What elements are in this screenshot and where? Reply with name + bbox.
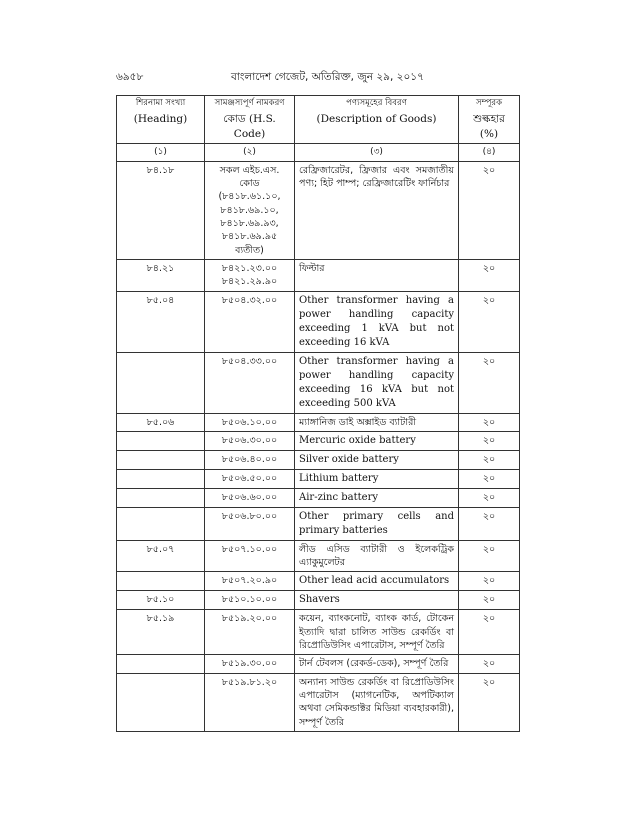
heading-number xyxy=(117,488,205,507)
table-row xyxy=(117,572,520,591)
column-header-description: পণ্যসমূহের বিবরণ (Description of Goods) xyxy=(295,96,459,144)
table-row xyxy=(117,488,520,507)
hs-code: ৮৫০৪.৩৩.০০ xyxy=(205,352,295,413)
column-number-row xyxy=(117,144,520,162)
duty-rate: ২০ xyxy=(459,413,520,431)
hs-code: ৮৫১৯.৮১.২০ xyxy=(205,673,295,731)
duty-rate: ২০ xyxy=(459,673,520,731)
hs-code: ৮৫০৪.৩২.০০ xyxy=(205,291,295,352)
heading-number: ৮৪.২১ xyxy=(117,259,205,291)
duty-rate: ২০ xyxy=(459,352,520,413)
duty-rate: ২০ xyxy=(459,161,520,259)
goods-description: Air-zinc battery xyxy=(295,488,459,507)
hs-code: ৮৫১০.১০.০০ xyxy=(205,591,295,610)
hs-code: ৮৪২১.২৩.০০ ৮৪২১.২৯.৯০ xyxy=(205,259,295,291)
heading-number xyxy=(117,673,205,731)
duty-rate: ২০ xyxy=(459,469,520,488)
duty-rate: ২০ xyxy=(459,259,520,291)
goods-description: Shavers xyxy=(295,591,459,610)
goods-description: রেফ্রিজারেটর, ফ্রিজার এবং সমজাতীয় পণ্য; হিট পাম্প; রেফ্রিজারেটিং ফার্নিচার xyxy=(295,161,459,259)
duty-rate: ২০ xyxy=(459,488,520,507)
hs-code: ৮৫০৭.২০.৯০ xyxy=(205,572,295,591)
heading-number xyxy=(117,655,205,673)
duty-rate: ২০ xyxy=(459,540,520,572)
duty-rate: ২০ xyxy=(459,610,520,655)
hs-code: ৮৫০৬.১০.০০ xyxy=(205,413,295,431)
goods-description: অন্যান্য সাউন্ড রেকর্ডিং বা রিপ্রোডিউসিং এপারেটাস (ম্যাগনেটিক, অপটিক্যাল অথবা সেমিকন্ডাক্টর মিডিয়া ব্যবহারকারী), সম্পূর্ণ তৈরি xyxy=(295,673,459,731)
table-header-row xyxy=(117,96,520,144)
goods-description: Other primary cells and primary batteries xyxy=(295,507,459,540)
hs-code: ৮৫১৯.৩০.০০ xyxy=(205,655,295,673)
hs-code: ৮৫০৬.৮০.০০ xyxy=(205,507,295,540)
goods-description: লীড এসিড ব্যাটারী ও ইলেকট্রিক এ্যাকুমুলেটর xyxy=(295,540,459,572)
table-row xyxy=(117,655,520,673)
column-header-rate: সম্পূরক শুল্কহার (%) xyxy=(459,96,520,144)
heading-number: ৮৫.১০ xyxy=(117,591,205,610)
heading-number: ৮৫.০৬ xyxy=(117,413,205,431)
heading-number: ৮৫.১৯ xyxy=(117,610,205,655)
goods-description: ফিল্টার xyxy=(295,259,459,291)
table-row xyxy=(117,413,520,431)
hs-code: ৮৫০৬.৪০.০০ xyxy=(205,450,295,469)
goods-description: Other transformer having a power handling capacity exceeding 16 kVA but not exceeding 500 kVA xyxy=(295,352,459,413)
goods-description: Lithium battery xyxy=(295,469,459,488)
goods-description: Other lead acid accumulators xyxy=(295,572,459,591)
goods-description: কয়েন, ব্যাংকনোট, ব্যাংক কার্ড, টোকেন ইত্যাদি দ্বারা চালিত সাউন্ড রেকর্ডিং বা রিপ্রোডিউসিং এপারেটাস, সম্পূর্ণ তৈরি xyxy=(295,610,459,655)
table-row xyxy=(117,259,520,291)
duty-rate: ২০ xyxy=(459,431,520,450)
duty-rate: ২০ xyxy=(459,591,520,610)
table-row xyxy=(117,431,520,450)
duty-rate: ২০ xyxy=(459,291,520,352)
table-row xyxy=(117,673,520,731)
page-header xyxy=(116,66,516,86)
goods-description: Silver oxide battery xyxy=(295,450,459,469)
heading-number xyxy=(117,450,205,469)
hs-code: ৮৫০৬.৫০.০০ xyxy=(205,469,295,488)
column-number: (২) xyxy=(205,144,295,162)
heading-number xyxy=(117,352,205,413)
table-row xyxy=(117,540,520,572)
column-number: (৩) xyxy=(295,144,459,162)
table-row xyxy=(117,610,520,655)
heading-number xyxy=(117,431,205,450)
hs-code: সকল এইচ.এস. কোড (৮৪১৮.৬১.১০, ৮৪১৮.৬৯.১০, ৮৪১৮.৬৯.৯৩, ৮৪১৮.৬৯.৯৫ ব্যতীত) xyxy=(205,161,295,259)
heading-number xyxy=(117,572,205,591)
goods-description: Other transformer having a power handling capacity exceeding 1 kVA but not exceeding 16 kVA xyxy=(295,291,459,352)
column-number: (১) xyxy=(117,144,205,162)
duty-rate: ২০ xyxy=(459,450,520,469)
heading-number xyxy=(117,507,205,540)
gazette-title: বাংলাদেশ গেজেট, অতিরিক্ত, জুন ২৯, ২০১৭ xyxy=(231,71,424,83)
goods-description: Mercuric oxide battery xyxy=(295,431,459,450)
column-header-heading: শিরনামা সংখ্যা (Heading) xyxy=(117,96,205,144)
table-row xyxy=(117,507,520,540)
heading-number: ৮৪.১৮ xyxy=(117,161,205,259)
goods-description: ম্যাঙ্গানিজ ডাই অক্সাইড ব্যাটারী xyxy=(295,413,459,431)
hs-code: ৮৫০৭.১০.০০ xyxy=(205,540,295,572)
table-row xyxy=(117,291,520,352)
hs-code: ৮৫১৯.২০.০০ xyxy=(205,610,295,655)
table-body xyxy=(117,161,520,731)
hs-code: ৮৫০৬.৬০.০০ xyxy=(205,488,295,507)
heading-number: ৮৫.০৪ xyxy=(117,291,205,352)
table-row xyxy=(117,161,520,259)
heading-number xyxy=(117,469,205,488)
hs-code: ৮৫০৬.৩০.০০ xyxy=(205,431,295,450)
duty-rate: ২০ xyxy=(459,507,520,540)
table-row xyxy=(117,352,520,413)
column-header-hs-code: সামঞ্জস্যপূর্ণ নামকরণ কোড (H.S. Code) xyxy=(205,96,295,144)
table-row xyxy=(117,450,520,469)
tariff-table xyxy=(116,95,520,732)
table-row xyxy=(117,591,520,610)
duty-rate: ২০ xyxy=(459,572,520,591)
goods-description: টার্ন টেবলস (রেকর্ড-ডেক), সম্পূর্ণ তৈরি xyxy=(295,655,459,673)
page-number: ৬৯৫৮ xyxy=(116,71,144,83)
column-number: (৪) xyxy=(459,144,520,162)
duty-rate: ২০ xyxy=(459,655,520,673)
heading-number: ৮৫.০৭ xyxy=(117,540,205,572)
table-row xyxy=(117,469,520,488)
